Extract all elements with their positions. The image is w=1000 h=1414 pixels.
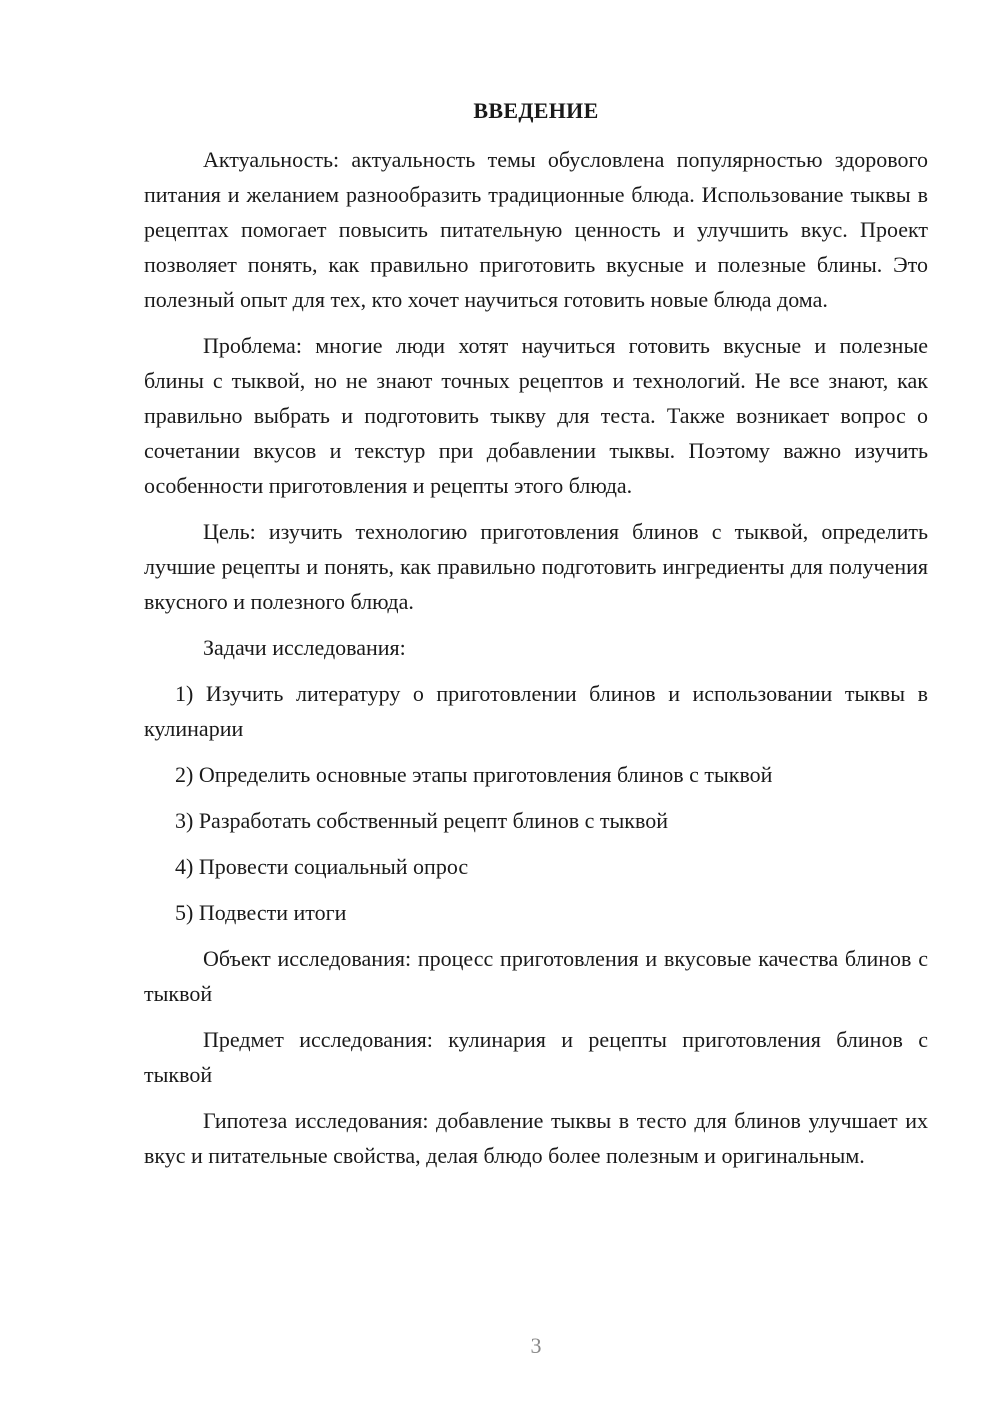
page-title: ВВЕДЕНИЕ	[473, 98, 599, 123]
object-paragraph: Объект исследования: процесс приготовления и вкусовые качества блинов с тыквой	[144, 946, 928, 1006]
subject-paragraph: Предмет исследования: кулинария и рецепты приготовления блинов с тыквой	[144, 1027, 928, 1087]
task-item-5: 5) Подвести итоги	[175, 900, 347, 925]
page-number: 3	[530, 1333, 542, 1358]
hypothesis-paragraph: Гипотеза исследования: добавление тыквы в тесто для блинов улучшает их вкус и питательные свойства, делая блюдо более полезным и оригинальным.	[144, 1108, 928, 1168]
tasks-heading: Задачи исследования:	[203, 635, 406, 660]
problem-paragraph: Проблема: многие люди хотят научиться готовить вкусные и полезные блины с тыквой, но не знают точных рецептов и технологий. Не все знают, как правильно выбрать и подготовить тыкву для теста. Также возникает вопрос о сочетании вкусов и текстур при добавлении тыквы. Поэтому важно изучить особенности приготовления и рецепты этого блюда.	[144, 333, 928, 498]
relevance-paragraph: Актуальность: актуальность темы обусловлена популярностью здорового питания и желанием разнообразить традиционные блюда. Использование тыквы в рецептах помогает повысить питательную ценность и улучшить вкус. Проект позволяет понять, как правильно приготовить вкусные и полезные блины. Это полезный опыт для тех, кто хочет научиться готовить новые блюда дома.	[144, 147, 928, 312]
task-item-4: 4) Провести социальный опрос	[175, 854, 469, 879]
document-body	[144, 142, 928, 1184]
task-item-3: 3) Разработать собственный рецепт блинов с тыквой	[175, 808, 668, 833]
tasks-list	[144, 676, 928, 930]
task-item-2: 2) Определить основные этапы приготовления блинов с тыквой	[175, 762, 773, 787]
goal-paragraph: Цель: изучить технологию приготовления блинов с тыквой, определить лучшие рецепты и понять, как правильно подготовить ингредиенты для получения вкусного и полезного блюда.	[144, 519, 928, 614]
task-item-1: 1) Изучить литературу о приготовлении блинов и использовании тыквы в кулинарии	[144, 681, 928, 741]
